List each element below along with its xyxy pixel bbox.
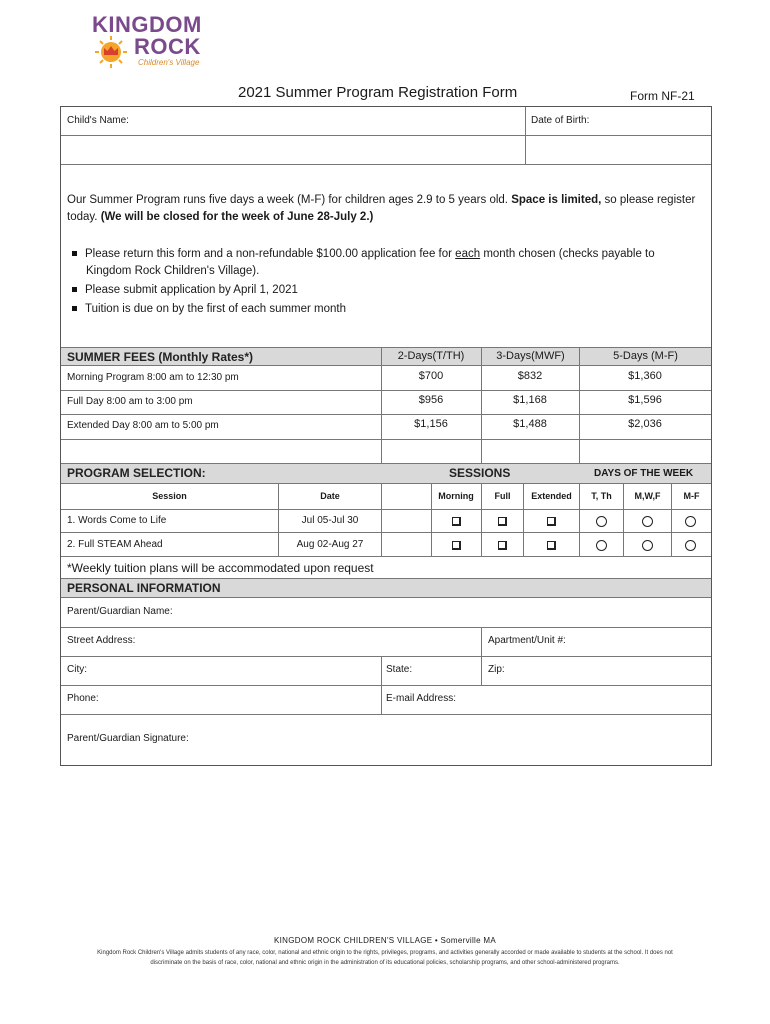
signature-label: Parent/Guardian Signature:: [67, 733, 189, 744]
fee-value: $1,168: [513, 394, 547, 406]
morning-checkbox[interactable]: [452, 517, 461, 526]
dob-label: Date of Birth:: [531, 115, 590, 126]
fee-value: $1,156: [414, 418, 448, 430]
email-label: E-mail Address:: [386, 693, 457, 704]
footer-disclaimer: Kingdom Rock Children's Village admits students of any race, color, national and ethnic origin to the rights, privileges, programs, and activities generally accorded or made available to students at the school. It does not discriminate on the basis of race, color, national and ethnic origin in the administration of its educational policies, scholarship programs, and other school-administered programs.: [97, 950, 673, 966]
personal-heading: PERSONAL INFORMATION: [67, 581, 221, 595]
phone-label: Phone:: [67, 693, 99, 704]
extended-checkbox[interactable]: [547, 541, 556, 550]
fee-value: $956: [418, 394, 444, 406]
logo-line1: KINGDOM: [92, 12, 202, 37]
fee-row-label: Extended Day 8:00 am to 5:00 pm: [67, 420, 219, 431]
full-checkbox[interactable]: [498, 517, 507, 526]
fee-value: $700: [418, 370, 444, 382]
col-extended: Extended: [531, 491, 572, 501]
mwf-radio[interactable]: [642, 540, 653, 551]
col-session: Session: [152, 491, 187, 501]
bullet-list: [72, 246, 702, 320]
morning-checkbox[interactable]: [452, 541, 461, 550]
intro-paragraph: [67, 192, 707, 226]
logo-tagline: Children's Village: [138, 58, 200, 67]
fee-row-label: Morning Program 8:00 am to 12:30 pm: [67, 372, 239, 383]
session-date: Aug 02-Aug 27: [296, 539, 364, 550]
col-morning: Morning: [438, 491, 474, 501]
bullet-item: Tuition is due on by the first of each summer month: [72, 301, 702, 318]
fee-row-label: Full Day 8:00 am to 3:00 pm: [67, 396, 193, 407]
tth-radio[interactable]: [596, 516, 607, 527]
mf-radio[interactable]: [685, 540, 696, 551]
footer-title: KINGDOM ROCK CHILDREN'S VILLAGE • Somerville MA: [273, 936, 497, 945]
session-date: Jul 05-Jul 30: [301, 515, 359, 526]
form-number: Form NF-21: [630, 89, 695, 103]
sun-crown-icon: [90, 34, 132, 68]
tth-radio[interactable]: [596, 540, 607, 551]
col-mf: M-F: [683, 491, 700, 501]
session-name: 2. Full STEAM Ahead: [67, 539, 163, 550]
col-mwf: M,W,F: [634, 491, 661, 501]
selection-heading: PROGRAM SELECTION:: [67, 466, 206, 480]
fee-value: $1,596: [628, 394, 662, 406]
col-full: Full: [494, 491, 511, 501]
fees-col-3days: 3-Days(MWF): [496, 350, 565, 362]
bullet-item: Please submit application by April 1, 2021: [72, 282, 702, 299]
city-label: City:: [67, 664, 87, 675]
apt-label: Apartment/Unit #:: [488, 635, 566, 646]
weekly-note: *Weekly tuition plans will be accommodated upon request: [67, 561, 374, 575]
form-title: 2021 Summer Program Registration Form: [238, 84, 518, 101]
full-checkbox[interactable]: [498, 541, 507, 550]
mwf-radio[interactable]: [642, 516, 653, 527]
fees-heading: SUMMER FEES (Monthly Rates*): [67, 350, 254, 364]
session-name: 1. Words Come to Life: [67, 515, 167, 526]
col-tth: T, Th: [591, 491, 612, 501]
intro-limited: Space is limited,: [511, 194, 602, 206]
intro-text: Our Summer Program runs five days a week (M-F) for children ages 2.9 to 5 years old.: [67, 194, 508, 206]
intro-register: so please register today.: [67, 194, 696, 223]
mf-radio[interactable]: [685, 516, 696, 527]
logo-line2: ROCK: [134, 34, 201, 59]
fees-col-2days: 2-Days(T/TH): [397, 350, 465, 362]
days-heading: DAYS OF THE WEEK: [594, 468, 694, 479]
fee-value: $1,360: [628, 370, 662, 382]
fees-col-5days: 5-Days (M-F): [613, 350, 678, 362]
child-name-field[interactable]: [62, 136, 524, 163]
fee-value: $832: [517, 370, 543, 382]
state-label: State:: [386, 664, 413, 675]
fee-value: $1,488: [513, 418, 547, 430]
sessions-heading: SESSIONS: [449, 466, 511, 480]
col-date: Date: [320, 491, 340, 501]
logo: [88, 12, 218, 70]
guardian-name-label: Parent/Guardian Name:: [67, 606, 173, 617]
intro-closed: (We will be closed for the week of June 28-July 2.): [100, 211, 374, 223]
extended-checkbox[interactable]: [547, 517, 556, 526]
zip-label: Zip:: [488, 664, 505, 675]
child-name-label: Child's Name:: [67, 115, 129, 126]
fee-value: $2,036: [628, 418, 662, 430]
dob-field[interactable]: [527, 136, 710, 163]
street-label: Street Address:: [67, 635, 136, 646]
bullet-item: Please return this form and a non-refundable $100.00 application fee for each month chosen (checks payable to Kingdom Rock Children's Village).: [72, 246, 702, 280]
